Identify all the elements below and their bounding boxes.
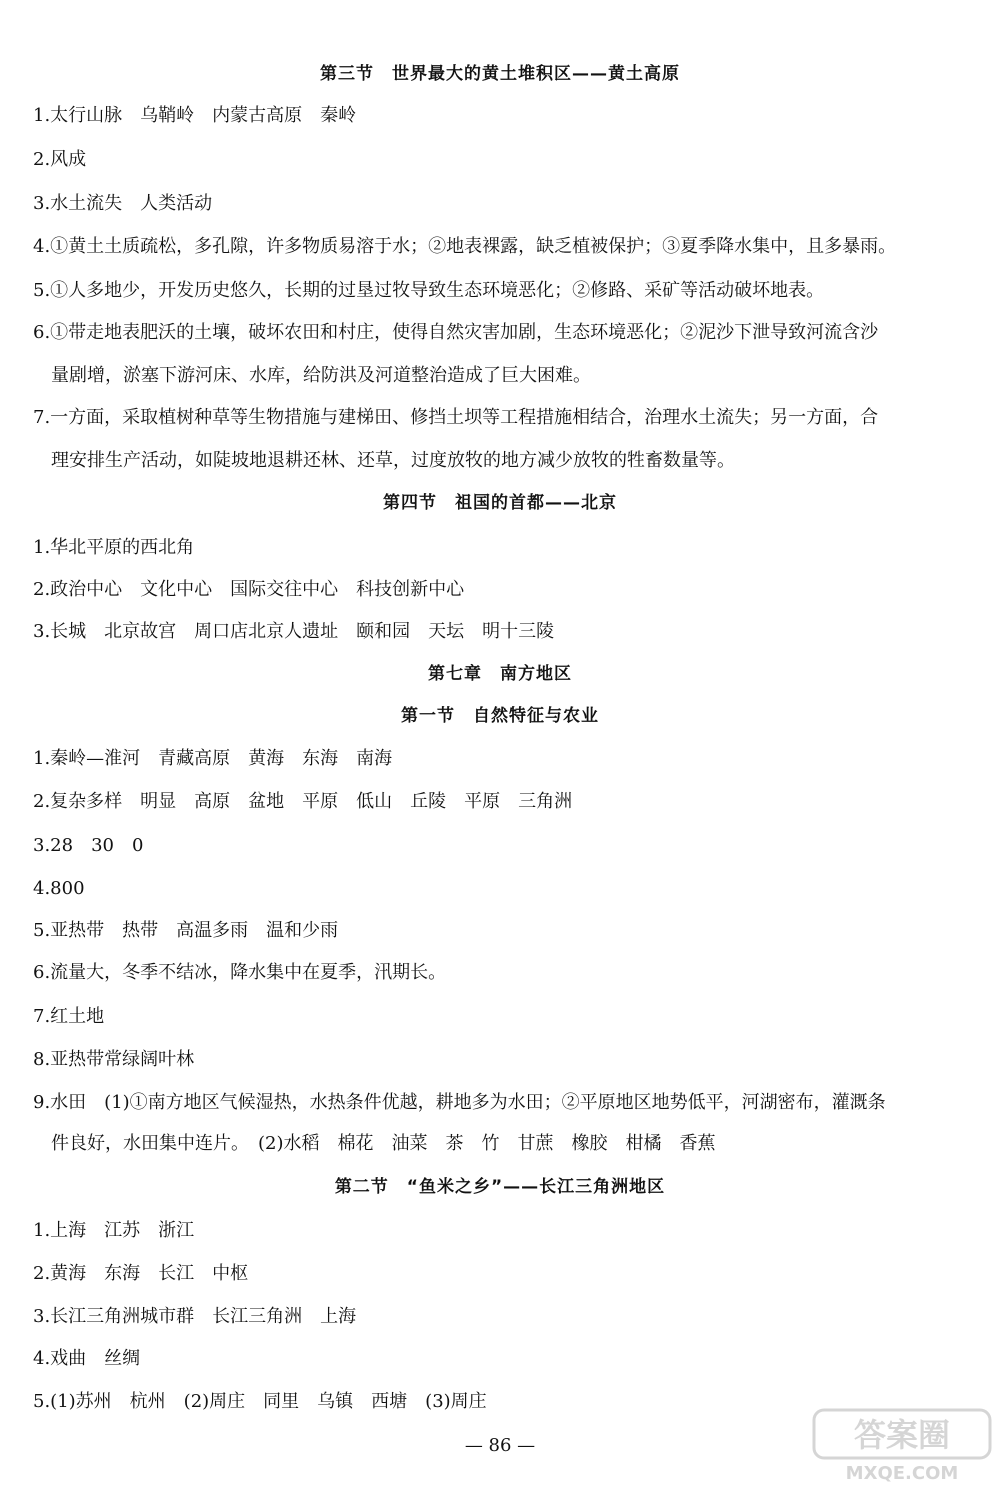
answer-line: 1.华北平原的西北角 [33, 537, 195, 558]
answer-line: 量剧增，淤塞下游河床、水库，给防洪及河道整治造成了巨大困难。 [33, 365, 591, 386]
answer-line: 4.①黄土土质疏松，多孔隙，许多物质易溶于水；②地表裸露，缺乏植被保护；③夏季降水集中，且多暴雨。 [33, 236, 897, 257]
answer-line: 7.一方面，采取植树种草等生物措施与建梯田、修挡土坝等工程措施相结合，治理水土流失；另一方面，合 [33, 407, 879, 428]
answer-line: 5.①人多地少，开发历史悠久，长期的过垦过牧导致生态环境恶化；②修路、采矿等活动破坏地表。 [33, 280, 825, 301]
answer-line: 2.复杂多样 明显 高原 盆地 平原 低山 丘陵 平原 三角洲 [33, 791, 573, 812]
answer-line: 1.太行山脉 乌鞘岭 内蒙古高原 秦岭 [33, 105, 357, 126]
answer-line: 9.水田 (1)①南方地区气候湿热，水热条件优越，耕地多为水田；②平原地区地势低平，河湖密布，灌溉条 [33, 1092, 886, 1113]
answer-line: 6.①带走地表肥沃的土壤，破坏农田和村庄，使得自然灾害加剧，生态环境恶化；②泥沙下泄导致河流含沙 [33, 322, 879, 343]
answer-line: 1.上海 江苏 浙江 [33, 1220, 195, 1241]
answer-line: 4.戏曲 丝绸 [33, 1348, 141, 1369]
section-heading-yangtze-delta: 第二节 “鱼米之乡”——长江三角洲地区 [334, 1177, 666, 1197]
answer-line: 2.风成 [33, 149, 87, 170]
answer-line: 2.政治中心 文化中心 国际交往中心 科技创新中心 [33, 579, 465, 600]
watermark-text-cn: 答案圈 [853, 1416, 951, 1454]
answer-line: 7.红土地 [33, 1006, 105, 1027]
answer-line: 5.亚热带 热带 高温多雨 温和少雨 [33, 920, 339, 941]
section-heading-loess-plateau: 第三节 世界最大的黄土堆积区——黄土高原 [320, 64, 680, 84]
watermark-text-en: MXQE.COM [845, 1463, 959, 1484]
answer-line: 3.长江三角洲城市群 长江三角洲 上海 [33, 1306, 357, 1327]
answer-line: 3.28 30 0 [33, 835, 144, 856]
answer-line: 6.流量大，冬季不结冰，降水集中在夏季，汛期长。 [33, 962, 447, 983]
answer-line: 2.黄海 东海 长江 中枢 [33, 1263, 249, 1284]
answer-line: 4.800 [33, 878, 85, 899]
answer-line: 8.亚热带常绿阔叶林 [33, 1049, 195, 1070]
watermark-logo-icon [812, 1408, 992, 1484]
answer-line: 理安排生产活动，如陡坡地退耕还林、还草，过度放牧的地方减少放牧的牲畜数量等。 [33, 450, 735, 471]
chapter-heading-southern-region: 第七章 南方地区 [428, 664, 572, 684]
answer-line: 3.水土流失 人类活动 [33, 193, 213, 214]
answer-line: 3.长城 北京故宫 周口店北京人遗址 颐和园 天坛 明十三陵 [33, 621, 555, 642]
answer-line: 1.秦岭—淮河 青藏高原 黄海 东海 南海 [33, 748, 393, 769]
page-number: — 86 — [464, 1435, 536, 1456]
answer-line: 件良好，水田集中连片。 (2)水稻 棉花 油菜 茶 竹 甘蔗 橡胶 柑橘 香蕉 [33, 1133, 716, 1154]
answer-line: 5.(1)苏州 杭州 (2)周庄 同里 乌镇 西塘 (3)周庄 [33, 1391, 487, 1412]
section-heading-beijing: 第四节 祖国的首都——北京 [383, 493, 617, 513]
section-heading-natural-features: 第一节 自然特征与农业 [401, 706, 599, 726]
